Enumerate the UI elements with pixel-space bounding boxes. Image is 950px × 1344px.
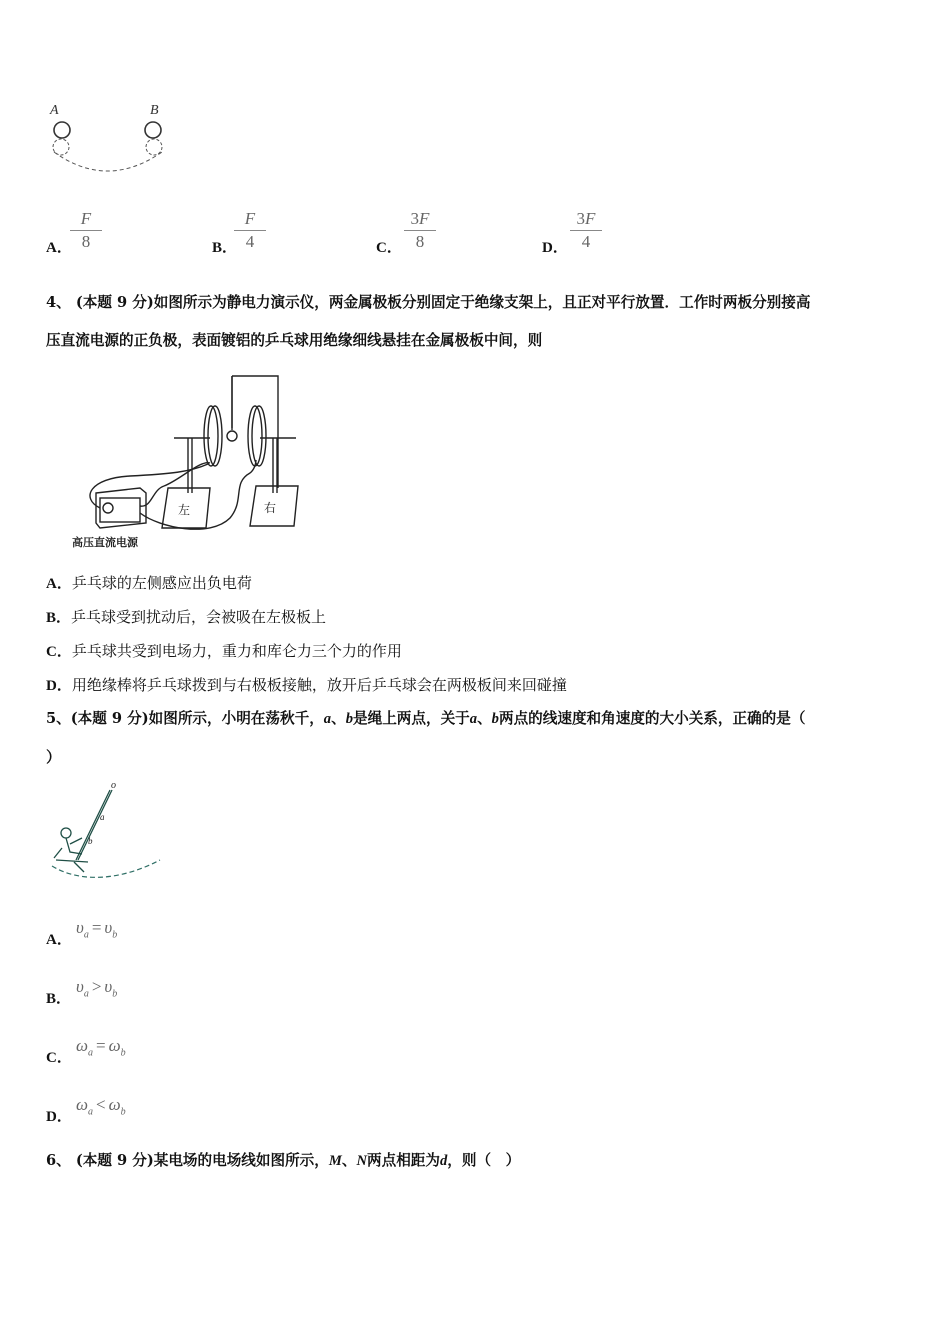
figure-electrostatic-demo	[60, 368, 320, 558]
q5-option-d[interactable]: D． $\omega_a < \omega_b$	[46, 1095, 126, 1125]
q5-option-b[interactable]: B． $\upsilon_a > \upsilon_b$	[46, 977, 118, 1007]
q5-stem-line2: ）	[46, 748, 62, 766]
label-right: 右	[264, 501, 277, 515]
expr-va-gt-vb: $\upsilon_a > \upsilon_b$	[76, 977, 118, 1000]
label-a: A	[50, 103, 59, 118]
swing-arc	[52, 860, 160, 877]
fraction-f-over-4: F 4	[230, 210, 270, 251]
q6-stem: 6、 (本题 9 分)某电场的电场线如图所示，M、N两点相距为d，则（ ）	[46, 1152, 521, 1169]
q4-option-b[interactable]: B．乒乓球受到扰动后，会被吸在左极板上	[46, 608, 327, 626]
fraction-3f-over-8: 3F 8	[400, 210, 440, 251]
expr-wa-eq-wb: $\omega_a = \omega_b$	[76, 1036, 126, 1059]
expr-va-eq-vb: $\upsilon_a = \upsilon_b$	[76, 918, 118, 941]
q4-option-d[interactable]: D．用绝缘棒将乒乓球拨到与右极板接触，放开后乒乓球会在两极板间来回碰撞	[46, 676, 567, 694]
q3-option-b[interactable]	[212, 210, 332, 260]
q4-stem-line1: 4、 (本题 9 分)如图所示为静电力演示仪，两金属极板分别固定于绝缘支架上，且正对平行放置．工作时两板分别接高	[46, 294, 811, 311]
q4-option-c[interactable]: C．乒乓球共受到电场力，重力和库仑力三个力的作用	[46, 642, 402, 660]
sphere-a	[54, 122, 70, 138]
label-power-source: 高压直流电源	[72, 536, 138, 549]
option-letter: C．	[376, 240, 402, 256]
q3-option-c[interactable]	[376, 210, 496, 260]
sphere-b	[145, 122, 161, 138]
q5-stem-line1: 5、(本题 9 分)如图所示，小明在荡秋千，a、b是绳上两点，关于a、b两点的线速度和角速度的大小关系，正确的是（	[46, 710, 806, 727]
q4-option-a[interactable]: A．乒乓球的左侧感应出负电荷	[46, 574, 252, 592]
q4-stem-line2: 压直流电源的正负极，表面镀铝的乒乓球用绝缘细线悬挂在金属极板中间，则	[46, 332, 543, 349]
q3-option-d[interactable]	[542, 210, 662, 260]
option-letter: B．	[212, 240, 238, 256]
q3-option-a[interactable]	[46, 210, 166, 260]
q5-option-a[interactable]: A． $\upsilon_a = \upsilon_b$	[46, 918, 118, 948]
option-letter: D．	[542, 240, 568, 256]
figure-swing	[48, 778, 168, 882]
label-a-point: a	[100, 812, 105, 822]
expr-wa-lt-wb: $\omega_a < \omega_b$	[76, 1095, 126, 1118]
fraction-3f-over-4: 3F 4	[566, 210, 606, 251]
figure-spheres-ab	[40, 98, 180, 188]
label-o: o	[111, 780, 116, 791]
label-left: 左	[178, 503, 191, 517]
sphere-b-dashed	[146, 139, 162, 155]
option-letter: A．	[46, 240, 72, 256]
dashed-arc	[54, 152, 162, 171]
label-b-point: b	[88, 836, 93, 846]
label-b: B	[150, 103, 159, 118]
q5-option-c[interactable]: C． $\omega_a = \omega_b$	[46, 1036, 126, 1066]
fraction-f-over-8: F 8	[66, 210, 106, 251]
